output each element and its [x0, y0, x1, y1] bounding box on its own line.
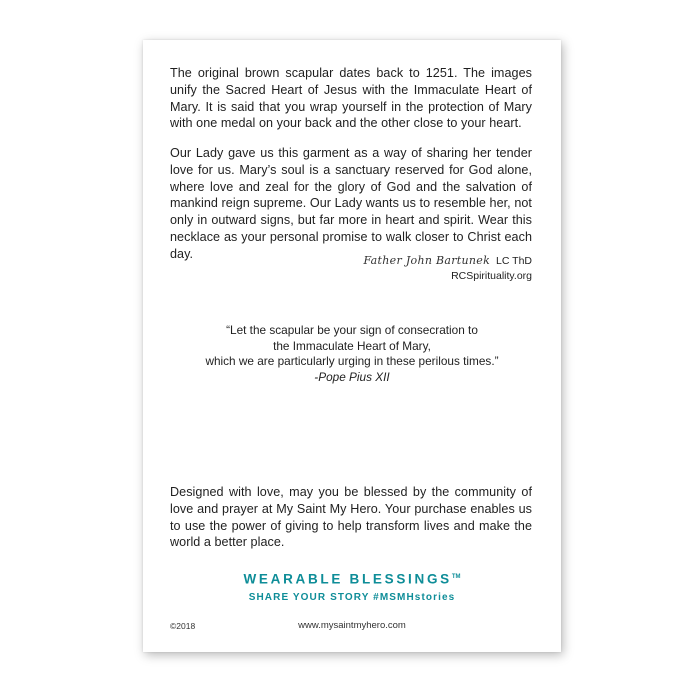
brand-title [143, 568, 561, 589]
quote-line-2: the Immaculate Heart of Mary, [273, 338, 431, 353]
brand-block [143, 568, 561, 605]
signature-block [364, 253, 533, 284]
website-url: www.mysaintmyhero.com [298, 620, 406, 631]
signature-name: Father John Bartunek [363, 254, 491, 267]
signature-title: LC ThD [496, 255, 532, 267]
scapular-card [143, 40, 561, 652]
trademark-mark: TM [451, 574, 461, 580]
pope-quote [143, 323, 561, 385]
brand-subtitle: SHARE YOUR STORY #MSMHstories [248, 591, 456, 603]
signature-line [364, 253, 533, 269]
signature-website: RCSpirituality.org [451, 270, 532, 282]
quote-line-3: which we are particularly urging in these perilous times.” [205, 354, 499, 368]
community-paragraph: Designed with love, may you be blessed by the community of love and prayer at My Saint My Hero. Your purchase enables us to use the power of giving to help transform lives and make the world a better place. [170, 485, 532, 550]
intro-paragraph: The original brown scapular dates back to 1251. The images unify the Sacred Heart of Jesus with the Immaculate Heart of Mary. It is said that you wrap yourself in the protection of Mary with one medal on your back and the other close to your heart. [170, 66, 532, 131]
copyright: ©2018 [170, 621, 196, 631]
quote-author: -Pope Pius XII [314, 369, 390, 384]
quote-line-1: “Let the scapular be your sign of consecration to [226, 323, 478, 337]
our-lady-paragraph: Our Lady gave us this garment as a way of sharing her tender love for us. Mary’s soul is a sanctuary reserved for God alone, where love and zeal for the glory of God and the salvation of mankind reign supreme. Our Lady wants us to resemble her, not only in outward signs, but far more in heart and spirit. Wear this necklace as your personal promise to walk closer to Christ each day. [170, 146, 532, 261]
brand-title-text: WEARABLE BLESSINGS [243, 571, 452, 587]
